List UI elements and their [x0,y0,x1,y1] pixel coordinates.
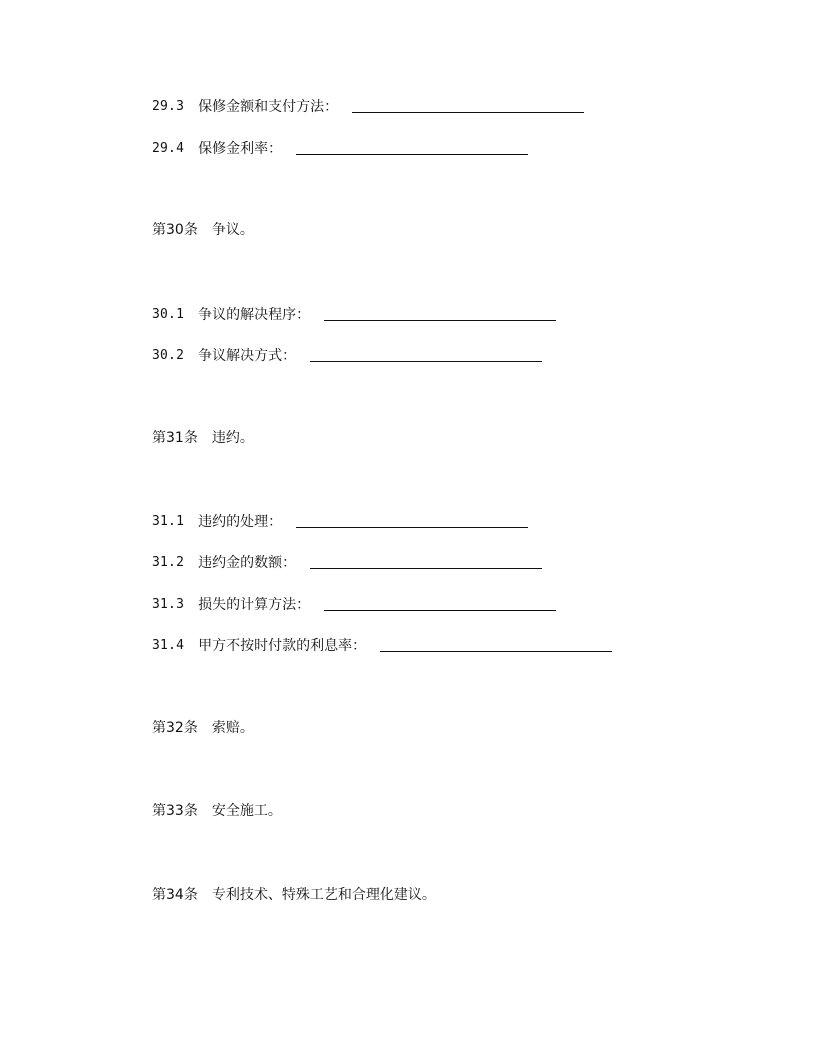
clause-number: 31.2 [152,555,185,570]
clause-label: 甲方不按时付款的利息率： [198,638,367,654]
clause-number: 31.4 [152,638,185,653]
article-number: 第33条 [152,803,198,819]
article-title: 专利技术、特殊工艺和合理化建议。 [211,887,436,903]
fill-in-blank[interactable] [310,345,542,362]
clause-label: 损失的计算方法： [198,597,311,613]
fill-in-blank[interactable] [380,635,612,652]
fill-in-blank[interactable] [296,138,528,155]
clause-number: 29.4 [152,141,185,156]
article-31-heading [152,428,254,448]
clause-number: 30.2 [152,348,185,363]
clause-31-3 [152,595,556,615]
article-number: 第32条 [152,720,198,736]
clause-30-1 [152,305,556,325]
article-32-heading [152,718,254,738]
clause-29-4 [152,139,528,159]
clause-label: 保修金利率： [198,141,283,157]
fill-in-blank[interactable] [310,552,542,569]
fill-in-blank[interactable] [324,594,556,611]
clause-label: 争议的解决程序： [198,307,311,323]
clause-31-4 [152,636,612,656]
clause-31-1 [152,512,528,532]
clause-label: 保修金额和支付方法： [198,99,339,115]
article-title: 索赔。 [211,720,254,736]
clause-30-2 [152,346,542,366]
clause-label: 违约的处理： [198,514,283,530]
fill-in-blank[interactable] [324,304,556,321]
article-title: 争议。 [211,222,254,238]
article-33-heading [152,801,282,821]
article-30-heading [152,220,254,240]
clause-31-2 [152,553,542,573]
clause-number: 29.3 [152,99,185,114]
article-title: 安全施工。 [211,803,282,819]
clause-29-3 [152,97,584,117]
article-34-heading [152,885,436,905]
clause-number: 31.1 [152,514,185,529]
clause-number: 30.1 [152,307,185,322]
clause-number: 31.3 [152,597,185,612]
fill-in-blank[interactable] [352,96,584,113]
fill-in-blank[interactable] [296,511,528,528]
article-number: 第30条 [152,222,198,238]
clause-label: 争议解决方式： [198,348,297,364]
article-title: 违约。 [211,430,254,446]
clause-label: 违约金的数额： [198,555,297,571]
article-number: 第34条 [152,887,198,903]
article-number: 第31条 [152,430,198,446]
